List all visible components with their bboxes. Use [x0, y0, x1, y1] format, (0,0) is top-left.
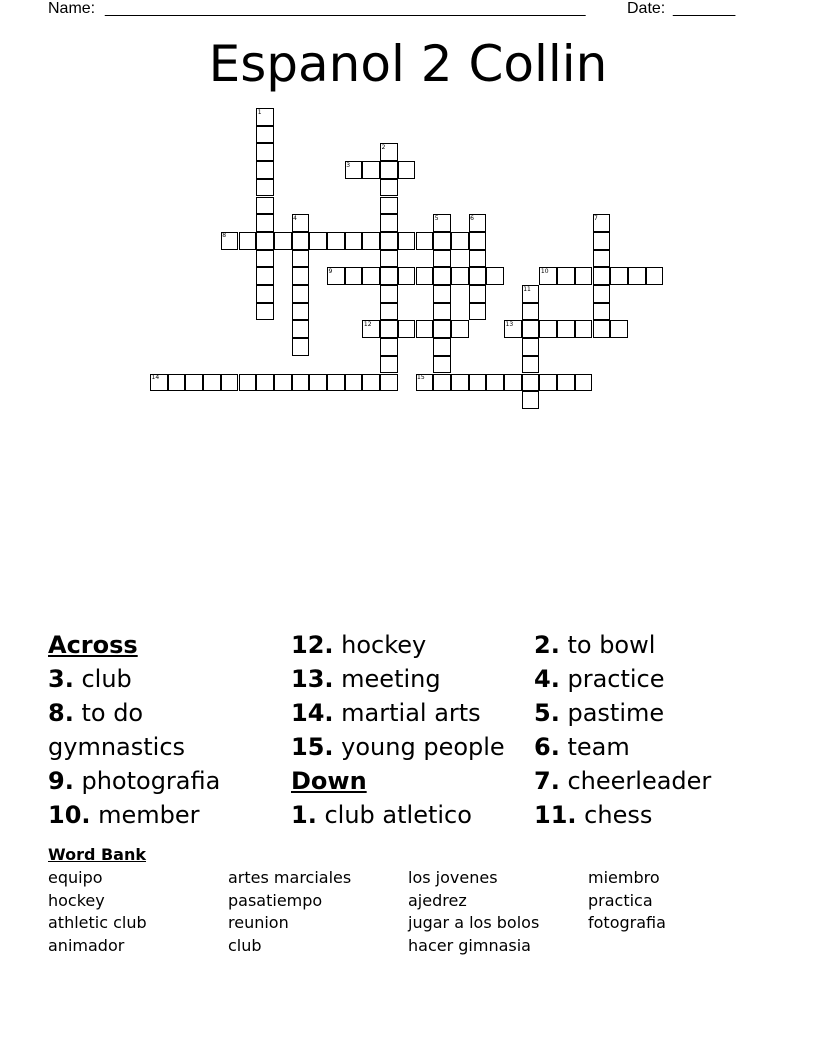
crossword-cell[interactable]: [292, 285, 310, 303]
crossword-cell[interactable]: [380, 320, 398, 338]
crossword-cell[interactable]: [398, 232, 416, 250]
word-bank-word: club: [228, 936, 262, 956]
crossword-cell[interactable]: [539, 374, 557, 392]
clue-number: 6: [470, 214, 474, 222]
clue-item: [534, 764, 774, 798]
crossword-cell[interactable]: [433, 374, 451, 392]
clue-num: 4.: [534, 665, 560, 693]
clue-text: pastime: [567, 699, 665, 727]
crossword-cell[interactable]: [380, 197, 398, 215]
word-bank-word: jugar a los bolos: [408, 913, 540, 933]
crossword-cell[interactable]: [380, 161, 398, 179]
crossword-cell[interactable]: [416, 267, 434, 285]
crossword-cell[interactable]: [292, 320, 310, 338]
crossword-cell[interactable]: [451, 374, 469, 392]
crossword-cell[interactable]: [256, 161, 274, 179]
crossword-cell[interactable]: [362, 232, 380, 250]
crossword-cell[interactable]: [362, 374, 380, 392]
clue-num: 12.: [291, 631, 334, 659]
clue-item: [291, 696, 526, 730]
crossword-cell[interactable]: [469, 285, 487, 303]
clue-number: 14: [151, 374, 160, 381]
crossword-cell[interactable]: [433, 356, 451, 374]
crossword-cell[interactable]: [469, 303, 487, 321]
name-field: ______________________________________________________: [105, 0, 586, 17]
crossword-cell[interactable]: [256, 250, 274, 268]
clue-text: chess: [584, 801, 653, 829]
word-bank-word: miembro: [588, 868, 660, 887]
crossword-cell[interactable]: [221, 374, 239, 392]
word-bank-word: pasatiempo: [228, 890, 323, 910]
clue-item: [534, 662, 774, 696]
crossword-cell[interactable]: [433, 250, 451, 268]
word-bank-column: [588, 867, 666, 935]
crossword-cell[interactable]: [362, 161, 380, 179]
crossword-cell[interactable]: [646, 267, 664, 285]
clue-text: hockey: [341, 631, 427, 659]
crossword-grid: [150, 108, 666, 412]
clue-number: 11: [523, 285, 531, 293]
crossword-cell[interactable]: [593, 303, 611, 321]
crossword-cell[interactable]: [309, 232, 327, 250]
clue-item: [534, 696, 774, 730]
crossword-cell[interactable]: [380, 232, 398, 250]
clue-num: 7.: [534, 767, 560, 795]
crossword-cell[interactable]: [575, 320, 593, 338]
crossword-cell[interactable]: [433, 267, 451, 285]
clue-num: 13.: [291, 665, 334, 693]
word-bank-word: ajedrez: [408, 890, 467, 910]
clue-number: 4: [293, 214, 297, 222]
crossword-cell[interactable]: [185, 374, 203, 392]
crossword-cell[interactable]: [380, 250, 398, 268]
crossword-cell[interactable]: [433, 303, 451, 321]
crossword-cell[interactable]: [433, 285, 451, 303]
crossword-cell[interactable]: [557, 267, 575, 285]
crossword-cell[interactable]: [398, 161, 416, 179]
crossword-cell[interactable]: [274, 374, 292, 392]
word-bank-word: hacer gimnasia: [408, 936, 531, 956]
crossword-cell[interactable]: [557, 320, 575, 338]
clue-item: [534, 628, 774, 662]
crossword-cell[interactable]: [593, 232, 611, 250]
crossword-cell[interactable]: [345, 267, 363, 285]
word-bank-word: fotografia: [588, 913, 666, 933]
clue-text: photografia: [81, 767, 221, 795]
crossword-cell[interactable]: [610, 320, 628, 338]
clue-text: club: [81, 665, 132, 693]
clue-text: team: [567, 733, 630, 761]
crossword-cell[interactable]: [593, 267, 611, 285]
crossword-cell[interactable]: [433, 338, 451, 356]
crossword-cell[interactable]: [256, 267, 274, 285]
crossword-cell[interactable]: [451, 320, 469, 338]
crossword-cell[interactable]: [486, 374, 504, 392]
clue-item: [291, 628, 526, 662]
date-field: _______: [673, 0, 736, 17]
crossword-cell[interactable]: [256, 285, 274, 303]
word-bank-word: equipo: [48, 868, 103, 887]
crossword-cell[interactable]: [486, 267, 504, 285]
clue-number: 2: [381, 143, 386, 151]
crossword-cell[interactable]: [274, 232, 292, 250]
crossword-cell[interactable]: [575, 267, 593, 285]
word-bank-title: Word Bank: [48, 845, 147, 864]
clue-number: 10: [540, 267, 549, 275]
crossword-cell[interactable]: [628, 267, 646, 285]
crossword-cell[interactable]: [380, 374, 398, 392]
crossword-cell[interactable]: [256, 214, 274, 232]
crossword-cell[interactable]: [239, 232, 257, 250]
crossword-cell[interactable]: [256, 179, 274, 197]
crossword-cell[interactable]: [239, 374, 257, 392]
word-bank-word: athletic club: [48, 913, 147, 933]
crossword-cell[interactable]: [522, 320, 540, 338]
word-bank-column: [48, 867, 147, 958]
clue-number: 1: [257, 108, 262, 116]
clue-num: 3.: [48, 665, 74, 693]
crossword-cell[interactable]: [380, 179, 398, 197]
crossword-cell[interactable]: [593, 250, 611, 268]
crossword-cell[interactable]: [433, 232, 451, 250]
word-bank-column: [228, 867, 351, 958]
clue-text: meeting: [341, 665, 441, 693]
crossword-cell[interactable]: [504, 374, 522, 392]
clue-item: [291, 798, 526, 832]
crossword-cell[interactable]: [451, 267, 469, 285]
crossword-cell[interactable]: [469, 374, 487, 392]
clue-text: member: [98, 801, 200, 829]
clue-text: to do gymnastics: [48, 699, 186, 761]
crossword-cell[interactable]: [292, 338, 310, 356]
crossword-cell[interactable]: [416, 320, 434, 338]
clue-column-1: [48, 628, 278, 832]
clue-num: 6.: [534, 733, 560, 761]
clue-number: 8: [222, 232, 227, 240]
crossword-cell[interactable]: [380, 338, 398, 356]
crossword-cell[interactable]: [345, 232, 363, 250]
clue-text: practice: [567, 665, 665, 693]
clue-num: 5.: [534, 699, 560, 727]
clue-column-3: [534, 628, 774, 832]
crossword-cell[interactable]: [522, 338, 540, 356]
crossword-cell[interactable]: [522, 391, 540, 409]
clue-item: [534, 798, 774, 832]
crossword-cell[interactable]: [345, 374, 363, 392]
crossword-cell[interactable]: [380, 356, 398, 374]
clue-column-2: [291, 628, 526, 832]
crossword-cell[interactable]: [256, 232, 274, 250]
clue-number: 13: [505, 320, 514, 328]
clue-text: young people: [341, 733, 505, 761]
word-bank-word: animador: [48, 936, 125, 956]
crossword-cell[interactable]: [256, 374, 274, 392]
clue-num: 2.: [534, 631, 560, 659]
clue-section-heading: Down: [291, 767, 367, 795]
crossword-cell[interactable]: [398, 320, 416, 338]
clue-number: 9: [328, 267, 333, 275]
crossword-cell[interactable]: [557, 374, 575, 392]
clue-num: 9.: [48, 767, 74, 795]
crossword-cell[interactable]: [469, 232, 487, 250]
crossword-cell[interactable]: [610, 267, 628, 285]
word-bank-word: los jovenes: [408, 868, 498, 887]
clue-item: [48, 798, 278, 832]
clue-num: 8.: [48, 699, 74, 727]
crossword-cell[interactable]: [292, 267, 310, 285]
crossword-cell[interactable]: [256, 126, 274, 144]
crossword-cell[interactable]: [433, 320, 451, 338]
clue-number: 12: [363, 320, 372, 328]
clue-item: [291, 730, 526, 764]
crossword-cell[interactable]: [362, 267, 380, 285]
crossword-cell[interactable]: [593, 320, 611, 338]
clue-num: 14.: [291, 699, 334, 727]
clue-number: 3: [346, 161, 351, 169]
clue-num: 1.: [291, 801, 317, 829]
date-label: Date:: [627, 0, 666, 17]
clue-text: cheerleader: [567, 767, 712, 795]
clue-item: [48, 662, 278, 696]
crossword-cell[interactable]: [575, 374, 593, 392]
crossword-cell[interactable]: [309, 374, 327, 392]
crossword-cell[interactable]: [256, 303, 274, 321]
clue-num: 15.: [291, 733, 334, 761]
clue-num: 10.: [48, 801, 91, 829]
crossword-cell[interactable]: [469, 250, 487, 268]
name-label: Name:: [48, 0, 96, 17]
crossword-cell[interactable]: [203, 374, 221, 392]
crossword-cell[interactable]: [451, 232, 469, 250]
clue-section-heading: Across: [48, 631, 138, 659]
crossword-cell[interactable]: [398, 267, 416, 285]
crossword-cell[interactable]: [292, 232, 310, 250]
header: [48, 0, 748, 20]
crossword-cell[interactable]: [522, 303, 540, 321]
crossword-cell[interactable]: [380, 303, 398, 321]
crossword-cell[interactable]: [380, 214, 398, 232]
crossword-cell[interactable]: [593, 285, 611, 303]
clue-text: club atletico: [324, 801, 472, 829]
crossword-cell[interactable]: [522, 374, 540, 392]
clue-item: [48, 696, 278, 764]
crossword-cell[interactable]: [168, 374, 186, 392]
crossword-cell[interactable]: [416, 232, 434, 250]
word-bank-word: artes marciales: [228, 868, 352, 887]
crossword-cell[interactable]: [380, 285, 398, 303]
clue-text: to bowl: [567, 631, 656, 659]
crossword-cell[interactable]: [256, 197, 274, 215]
clue-num: 11.: [534, 801, 577, 829]
clue-item: [291, 662, 526, 696]
crossword-cell[interactable]: [327, 232, 345, 250]
crossword-cell[interactable]: [327, 374, 345, 392]
clue-number: 5: [434, 214, 439, 222]
clue-number: 7: [594, 214, 598, 222]
crossword-cell[interactable]: [469, 267, 487, 285]
crossword-cell[interactable]: [292, 374, 310, 392]
crossword-cell[interactable]: [292, 303, 310, 321]
page-title: Espanol 2 Collin: [208, 35, 608, 93]
crossword-cell[interactable]: [539, 320, 557, 338]
clue-text: martial arts: [341, 699, 481, 727]
word-bank-column: [408, 867, 539, 958]
crossword-cell[interactable]: [522, 356, 540, 374]
clue-number: 15: [417, 374, 425, 381]
crossword-cell[interactable]: [256, 143, 274, 161]
crossword-cell[interactable]: [292, 250, 310, 268]
clue-item: [48, 764, 278, 798]
crossword-cell[interactable]: [380, 267, 398, 285]
clue-item: [534, 730, 774, 764]
word-bank-word: practica: [588, 890, 653, 910]
word-bank-word: hockey: [48, 890, 105, 910]
word-bank-word: reunion: [228, 913, 289, 933]
